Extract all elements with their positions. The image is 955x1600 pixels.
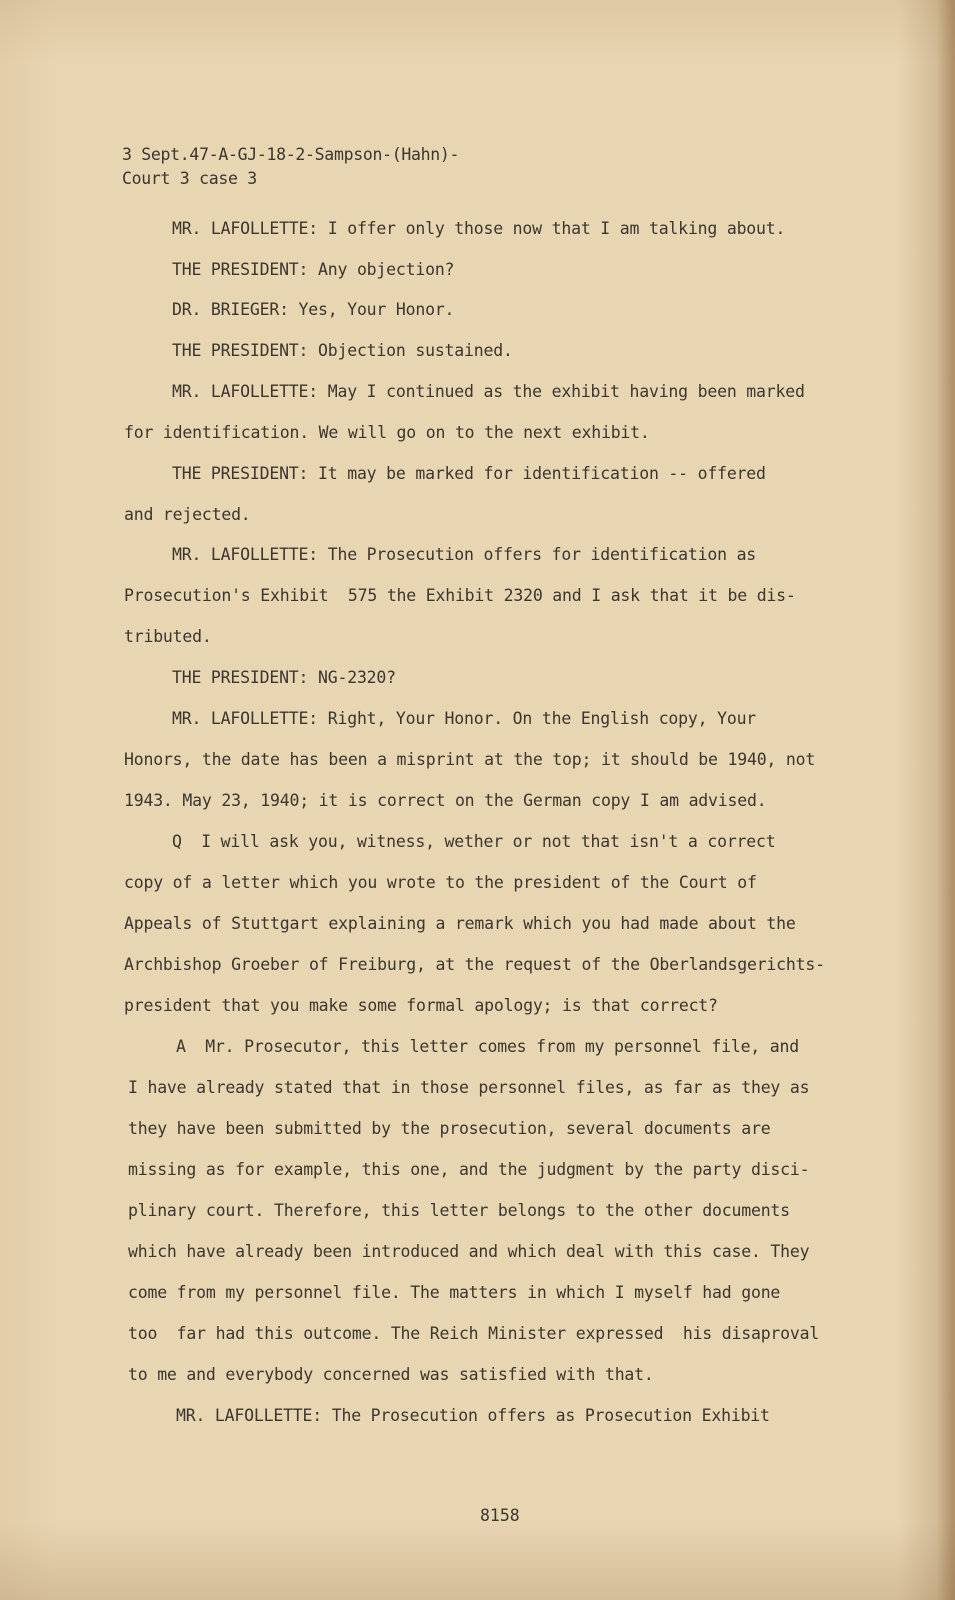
transcript-line: copy of a letter which you wrote to the president of the Court of <box>124 873 757 892</box>
transcript-line: Appeals of Stuttgart explaining a remark which you had made about the <box>124 914 796 933</box>
transcript-line: MR. LAFOLLETTE: May I continued as the exhibit having been marked <box>172 382 805 401</box>
transcript-line: too far had this outcome. The Reich Minister expressed his disaproval <box>128 1324 820 1343</box>
transcript-line: A Mr. Prosecutor, this letter comes from my personnel file, and <box>176 1037 799 1056</box>
transcript-line: MR. LAFOLLETTE: Right, Your Honor. On the English copy, Your <box>172 709 757 728</box>
transcript-line: Prosecution's Exhibit 575 the Exhibit 2320 and I ask that it be dis- <box>124 586 796 605</box>
transcript-line: come from my personnel file. The matters in which I myself had gone <box>128 1283 781 1302</box>
transcript-line: MR. LAFOLLETTE: I offer only those now that I am talking about. <box>172 219 786 238</box>
transcript-line: MR. LAFOLLETTE: The Prosecution offers as Prosecution Exhibit <box>176 1406 770 1425</box>
page-edge-shadow <box>937 0 955 1600</box>
transcript-line: tributed. <box>124 627 212 646</box>
transcript-line: THE PRESIDENT: Objection sustained. <box>172 341 513 360</box>
transcript-line: which have already been introduced and which deal with this case. They <box>128 1242 810 1261</box>
header-session-line: 3 Sept.47-A-GJ-18-2-Sampson-(Hahn)- <box>122 145 460 164</box>
transcript-line: for identification. We will go on to the next exhibit. <box>124 423 650 442</box>
transcript-line: I have already stated that in those personnel files, as far as they as <box>128 1078 810 1097</box>
transcript-line: DR. BRIEGER: Yes, Your Honor. <box>172 300 455 319</box>
page-number: 8158 <box>480 1506 520 1525</box>
transcript-line: THE PRESIDENT: NG-2320? <box>172 668 396 687</box>
transcript-line: to me and everybody concerned was satisfied with that. <box>128 1365 654 1384</box>
transcript-line: MR. LAFOLLETTE: The Prosecution offers for identification as <box>172 545 757 564</box>
transcript-line: Q I will ask you, witness, wether or not that isn't a correct <box>172 832 776 851</box>
transcript-line: president that you make some formal apology; is that correct? <box>124 996 718 1015</box>
header-court-line: Court 3 case 3 <box>122 169 257 188</box>
page-header <box>122 143 459 191</box>
transcript-line: THE PRESIDENT: Any objection? <box>172 260 455 279</box>
transcript-line: missing as for example, this one, and the judgment by the party disci- <box>128 1160 810 1179</box>
transcript-line: Honors, the date has been a misprint at the top; it should be 1940, not <box>124 750 816 769</box>
transcript-line: Archbishop Groeber of Freiburg, at the request of the Oberlandsgerichts- <box>124 955 825 974</box>
transcript-line: 1943. May 23, 1940; it is correct on the German copy I am advised. <box>124 791 767 810</box>
transcript-line: plinary court. Therefore, this letter belongs to the other documents <box>128 1201 790 1220</box>
transcript-line: and rejected. <box>124 505 251 524</box>
transcript-line: THE PRESIDENT: It may be marked for identification -- offered <box>172 464 766 483</box>
transcript-line: they have been submitted by the prosecution, several documents are <box>128 1119 771 1138</box>
